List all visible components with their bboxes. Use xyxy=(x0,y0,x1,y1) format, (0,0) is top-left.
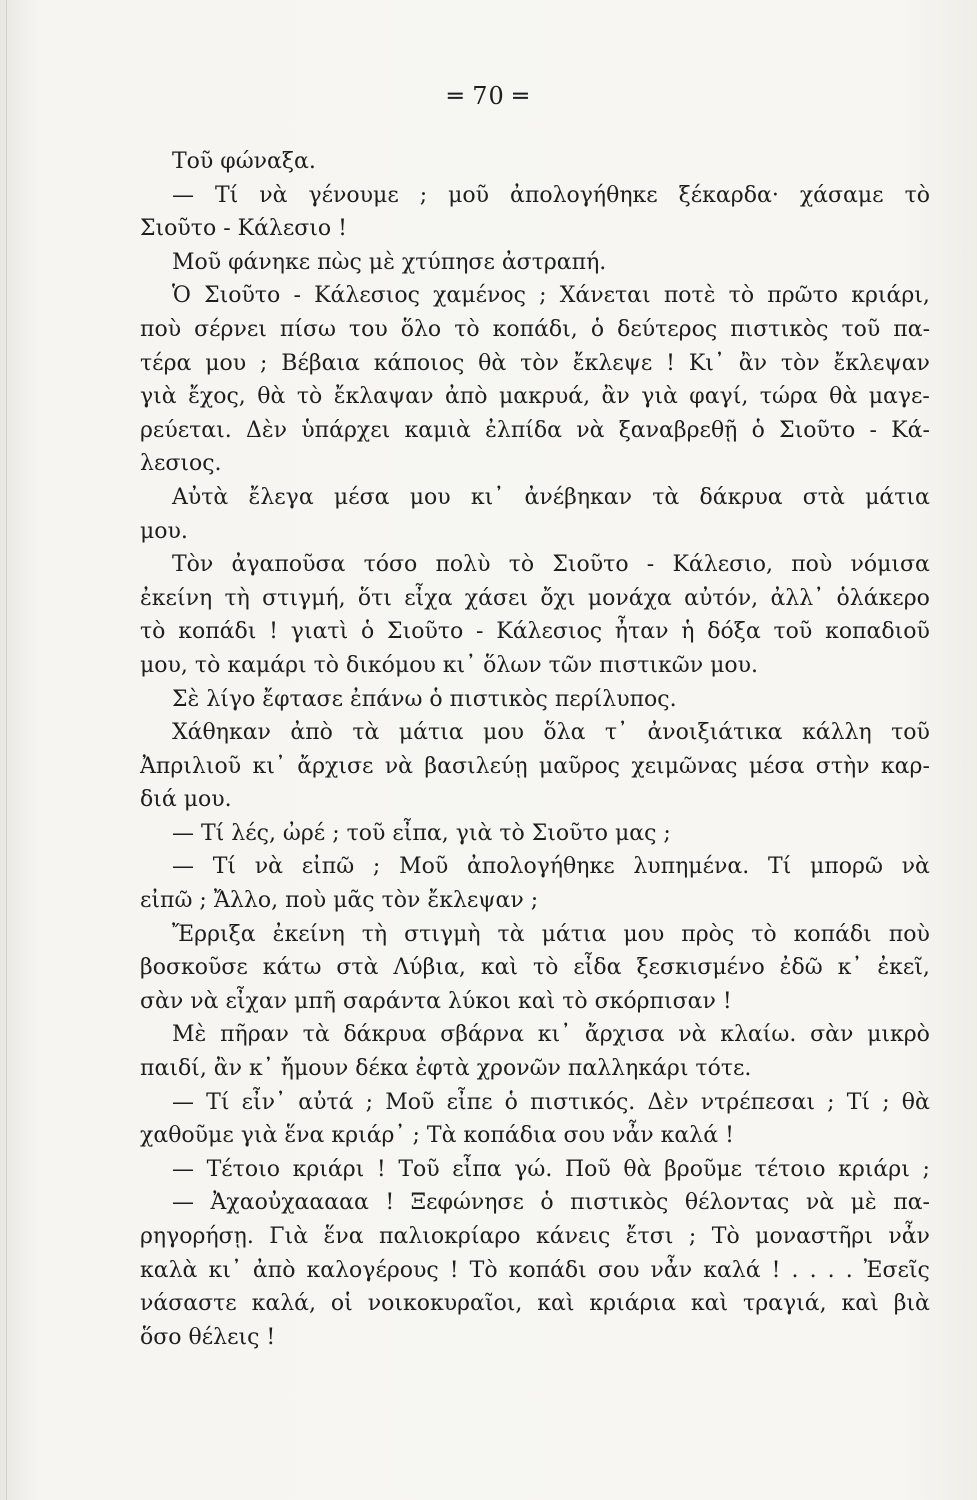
text-line: νάσαστε καλά, οἱ νοικοκυραῖοι, καὶ κριάρια καὶ τραγιά, καὶ βιὰ xyxy=(140,1291,930,1317)
text-line: ὅσο θέλεις ! xyxy=(140,1324,276,1350)
page-edge xyxy=(6,0,7,1500)
text-line: τέρα μου ; Βέβαια κάποιος θὰ τὸν ἔκλεψε ! Κι᾿ ἂν τὸν ἔκλεψαν xyxy=(140,350,930,376)
text-line: — Ἀχαοὐχααααα ! Ξεφώνησε ὁ πιστικὸς θέλοντας νὰ μὲ πα- xyxy=(172,1190,930,1216)
text-line: διά μου. xyxy=(140,787,232,813)
text-line: σὰν νὰ εἶχαν μπῆ σαράντα λύκοι καὶ τὸ σκόρπισαν ! xyxy=(140,988,732,1014)
text-line: χαθοῦμε γιὰ ἕνα κριάρ᾿ ; Τὰ κοπάδια σου νἆν καλά ! xyxy=(140,1123,734,1149)
text-line: ρεύεται. Δὲν ὑπάρχει καμιὰ ἐλπίδα νὰ ξαναβρεθῇ ὁ Σιοῦτο - Κά- xyxy=(140,417,930,443)
text-line: Μοῦ φάνηκε πὼς μὲ χτύπησε ἀστραπή. xyxy=(172,249,607,275)
text-line: Αὐτὰ ἔλεγα μέσα μου κι᾿ ἀνέβηκαν τὰ δάκρυα στὰ μάτια xyxy=(172,484,930,510)
text-line: μου, τὸ καμάρι τὸ δικόμου κι᾿ ὅλων τῶν πιστικῶν μου. xyxy=(140,652,759,678)
text-line: Ἀπριλιοῦ κι᾿ ἄρχισε νὰ βασιλεύῃ μαῦρος χειμῶνας μέσα στὴν καρ- xyxy=(140,753,930,779)
text-line: — Τί νὰ γένουμε ; μοῦ ἀπολογήθηκε ξέκαρδα· χάσαμε τὸ xyxy=(172,182,930,208)
text-line: γιὰ ἔχος, θὰ τὸ ἔκλαψαν ἀπὸ μακρυά, ἂν γιὰ φαγί, τώρα θὰ μαγε- xyxy=(140,384,930,410)
text-line: καλὰ κι᾿ ἀπὸ καλογέρους ! Τὸ κοπάδι σου νἆν καλά ! . . . . Ἐσεῖς xyxy=(140,1257,930,1283)
page-number: ═ 70 ═ xyxy=(448,82,529,110)
text-line: — Τί νὰ εἰπῶ ; Μοῦ ἀπολογήθηκε λυπημένα. Τί μπορῶ νὰ xyxy=(172,854,930,880)
text-line: εἰπῶ ; Ἄλλο, ποὺ μᾶς τὸν ἔκλεψαν ; xyxy=(140,888,539,914)
text-line: τὸ κοπάδι ! γιατὶ ὁ Σιοῦτο - Κάλεσιος ἦταν ἡ δόξα τοῦ κοπαδιοῦ xyxy=(140,619,930,645)
text-line: ποὺ σέρνει πίσω του ὅλο τὸ κοπάδι, ὁ δεύτερος πιστικὸς τοῦ πα- xyxy=(140,316,930,342)
text-line: — Τί λές, ὠρέ ; τοῦ εἶπα, γιὰ τὸ Σιοῦτο μας ; xyxy=(172,820,671,846)
text-line: Σιοῦτο - Κάλεσιο ! xyxy=(140,216,347,242)
text-line: λεσιος. xyxy=(140,451,222,477)
text-line: — Τέτοιο κριάρι ! Τοῦ εἶπα γώ. Ποῦ θὰ βροῦμε τέτοιο κριάρι ; xyxy=(172,1156,930,1182)
text-line: παιδί, ἂν κ᾿ ἤμουν δέκα ἐφτὰ χρονῶν παλληκάρι τότε. xyxy=(140,1056,752,1082)
text-line: Ἔρριξα ἐκείνη τὴ στιγμὴ τὰ μάτια μου πρὸς τὸ κοπάδι ποὺ xyxy=(172,921,930,947)
text-line: Μὲ πῆραν τὰ δάκρυα σβάρνα κι᾿ ἄρχισα νὰ κλαίω. σὰν μικρὸ xyxy=(172,1022,930,1048)
body-text xyxy=(140,145,930,1354)
text-line: Τὸν ἀγαποῦσα τόσο πολὺ τὸ Σιοῦτο - Κάλεσιο, ποὺ νόμισα xyxy=(172,552,930,578)
text-line: Σὲ λίγο ἔφτασε ἐπάνω ὁ πιστικὸς περίλυπος. xyxy=(172,686,677,712)
text-line: ρηγορήσῃ. Γιὰ ἕνα παλιοκρίαρο κάνεις ἔτσι ; Τὸ μοναστῆρι νἆν xyxy=(140,1224,930,1249)
text-line: ἐκείνη τὴ στιγμή, ὅτι εἶχα χάσει ὄχι μονάχα αὐτόν, ἀλλ᾿ ὁλάκερο xyxy=(140,585,930,611)
text-line: Ὁ Σιοῦτο - Κάλεσιος χαμένος ; Χάνεται ποτὲ τὸ πρῶτο κριάρι, xyxy=(172,283,930,309)
text-line: μου. xyxy=(140,518,188,544)
text-line: — Τί εἶν᾿ αὐτά ; Μοῦ εἶπε ὁ πιστικός. Δὲν ντρέπεσαι ; Τί ; θὰ xyxy=(172,1089,930,1115)
text-line: Χάθηκαν ἀπὸ τὰ μάτια μου ὅλα τ᾿ ἀνοιξιάτικα κάλλη τοῦ xyxy=(172,720,930,746)
text-line: βοσκοῦσε κάτω στὰ Λύβια, καὶ τὸ εἶδα ξεσκισμένο ἐδῶ κ᾿ ἐκεῖ, xyxy=(140,955,930,981)
text-line: Τοῦ φώναξα. xyxy=(172,149,316,174)
